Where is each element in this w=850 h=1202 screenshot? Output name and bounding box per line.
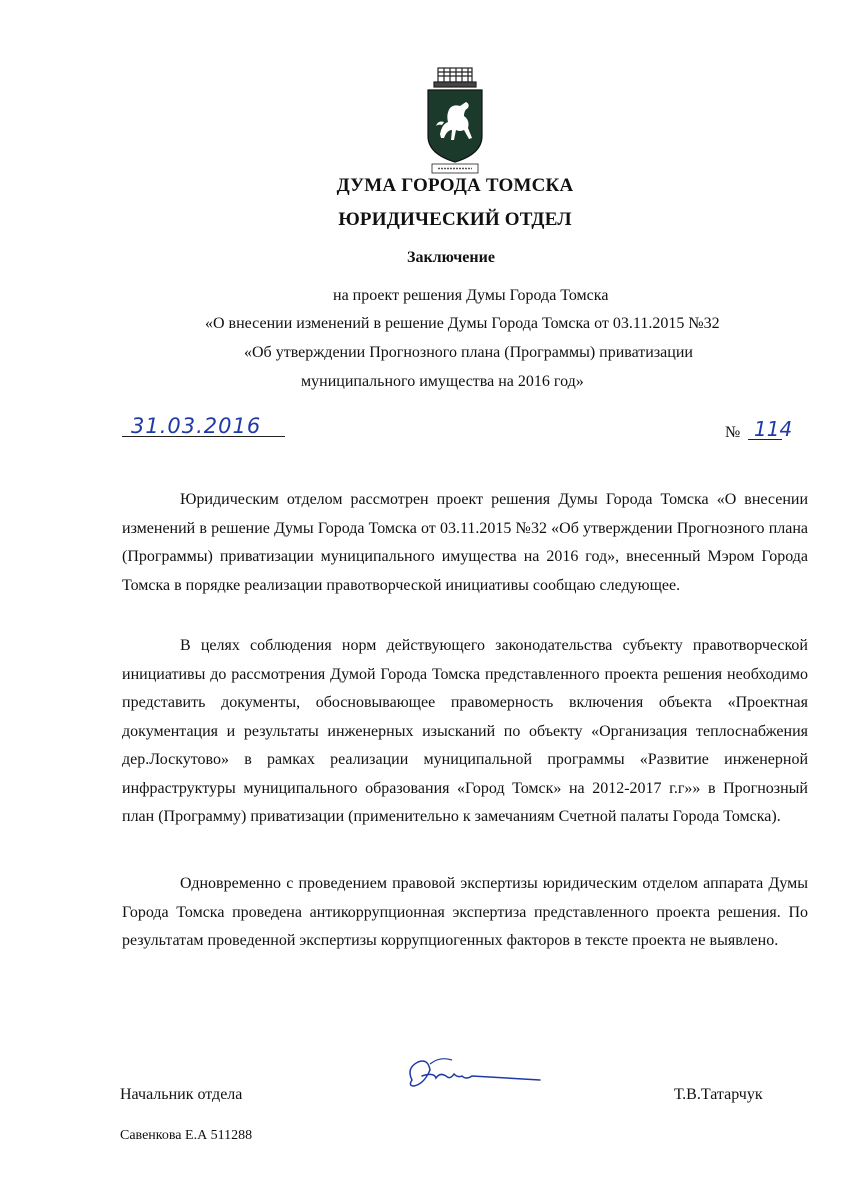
handwritten-signature <box>400 1050 545 1098</box>
paragraph-text: Юридическим отделом рассмотрен проект решения Думы Города Томска «О внесении изменений в решение Думы Города Томска от 03.11.2015 №32 «Об утверждении Прогнозного плана (Программы) приватизации муниципального имущества на 2016 год», внесенный Мэром Города Томска в порядке реализации правотворческой инициативы сообщаю следующее. <box>122 491 808 594</box>
document-type: Заключение <box>407 249 495 266</box>
coat-of-arms-icon <box>420 64 490 176</box>
signer-position: Начальник отдела <box>120 1086 243 1103</box>
crown-icon <box>434 68 476 87</box>
department-name: ЮРИДИЧЕСКИЙ ОТДЕЛ <box>338 209 572 230</box>
number-label: № <box>725 424 741 441</box>
paragraph-text: Одновременно с проведением правовой экспертизы юридическим отделом аппарата Думы Города Томска проведена антикоррупционная экспертиза представленного проекта решения. По результатам проведенной экспертизы коррупциогенных факторов в тексте проекта не выявлено. <box>122 875 808 949</box>
paragraph <box>122 486 808 600</box>
org-name: ДУМА ГОРОДА ТОМСКА <box>336 175 574 196</box>
document-number: 114 <box>754 417 793 441</box>
subject-line: «Об утверждении Прогнозного плана (Программы) приватизации <box>244 344 693 361</box>
number-underline <box>748 439 782 440</box>
document-date: 31.03.2016 <box>131 414 262 438</box>
subject-line: на проект решения Думы Города Томска <box>333 287 609 304</box>
date-underline <box>122 436 285 437</box>
paragraph-text: В целях соблюдения норм действующего законодательства субъекту правотворческой инициативы до рассмотрения Думой Города Томска представленного проекта решения необходимо представить документы, обосновывающее правомерность включения объекта «Проектная документация и результаты инженерных изысканий по объекту «Организация теплоснабжения дер.Лоскутово» в рамках реализации муниципальной программы «Развитие инженерной инфраструктуры муниципального образования «Город Томск» на 2012-2017 г.г»» в Прогнозный план (Программу) приватизации (применительно к замечаниям Счетной палаты Города Томска). <box>122 637 808 825</box>
subject-line: «О внесении изменений в решение Думы Города Томска от 03.11.2015 №32 <box>205 315 720 332</box>
paragraph <box>122 870 808 956</box>
executor-info: Савенкова Е.А 511288 <box>120 1128 253 1143</box>
paragraph <box>122 632 808 832</box>
subject-line: муниципального имущества на 2016 год» <box>301 373 584 390</box>
signer-name: Т.В.Татарчук <box>674 1086 763 1103</box>
